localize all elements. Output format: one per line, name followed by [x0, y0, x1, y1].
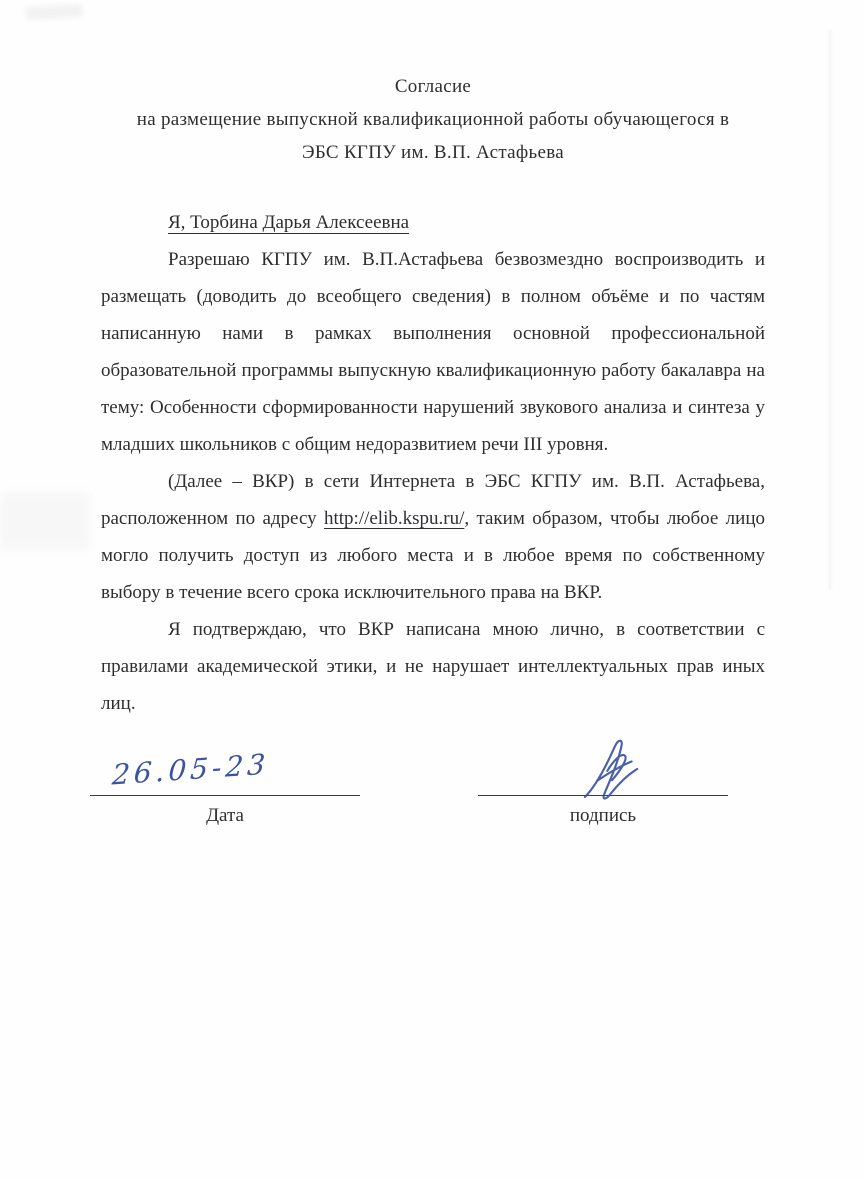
- vkr-text-before-link: (Далее – ВКР) в сети Интернета в ЭБС КГПУ им. В.П. Астафьева, расположенном по адресу: [101, 471, 765, 529]
- scan-smudge-artifact: [26, 5, 83, 20]
- date-field: [90, 745, 360, 827]
- signature-label: подпись: [569, 805, 637, 826]
- signature-field: [478, 745, 728, 827]
- paragraph-permission: Разрешаю КГПУ им. В.П.Астафьева безвозмездно воспроизводить и размещать (доводить до всеобщего сведения) в полном объёме и по частям написанную нами в рамках выполнения основной профессиональной образовательной программы выпускную квалификационную работу бакалавра на тему: Особенности сформированности нарушений звукового анализа и синтеза у младших школьников с общим недоразвитием речи III уровня.: [101, 249, 765, 455]
- date-line: [90, 745, 360, 796]
- document-title: [101, 70, 765, 169]
- handwritten-signature: [570, 733, 654, 805]
- elib-url-link[interactable]: http://elib.kspu.ru/: [323, 508, 465, 529]
- vkr-text-after-link: , таким образом, чтобы любое лицо могло получить доступ из любого места и в любое время по собственному выбору в течение всего срока исключительного права на ВКР.: [101, 508, 765, 603]
- declarant-line: [101, 204, 765, 241]
- paragraph-vkr: [101, 463, 765, 611]
- handwritten-date: 26.05-23: [111, 747, 271, 792]
- document-body: [101, 204, 765, 722]
- scan-smudge-artifact: [0, 492, 90, 550]
- title-line-2: на размещение выпускной квалификационной работы обучающегося в: [136, 109, 730, 130]
- scan-streak-artifact: [829, 30, 831, 590]
- paragraph-confirmation: Я подтверждаю, что ВКР написана мною лично, в соответствии с правилами академической этики, и не нарушает интеллектуальных прав иных лиц.: [101, 619, 765, 714]
- declarant-name: Я, Торбина Дарья Алексеевна: [168, 212, 410, 233]
- signature-line: [478, 745, 728, 796]
- title-line-3: ЭБС КГПУ им. В.П. Астафьева: [302, 142, 564, 163]
- document-content: [101, 0, 765, 722]
- date-label: Дата: [206, 805, 244, 826]
- title-line-1: Согласие: [394, 76, 472, 97]
